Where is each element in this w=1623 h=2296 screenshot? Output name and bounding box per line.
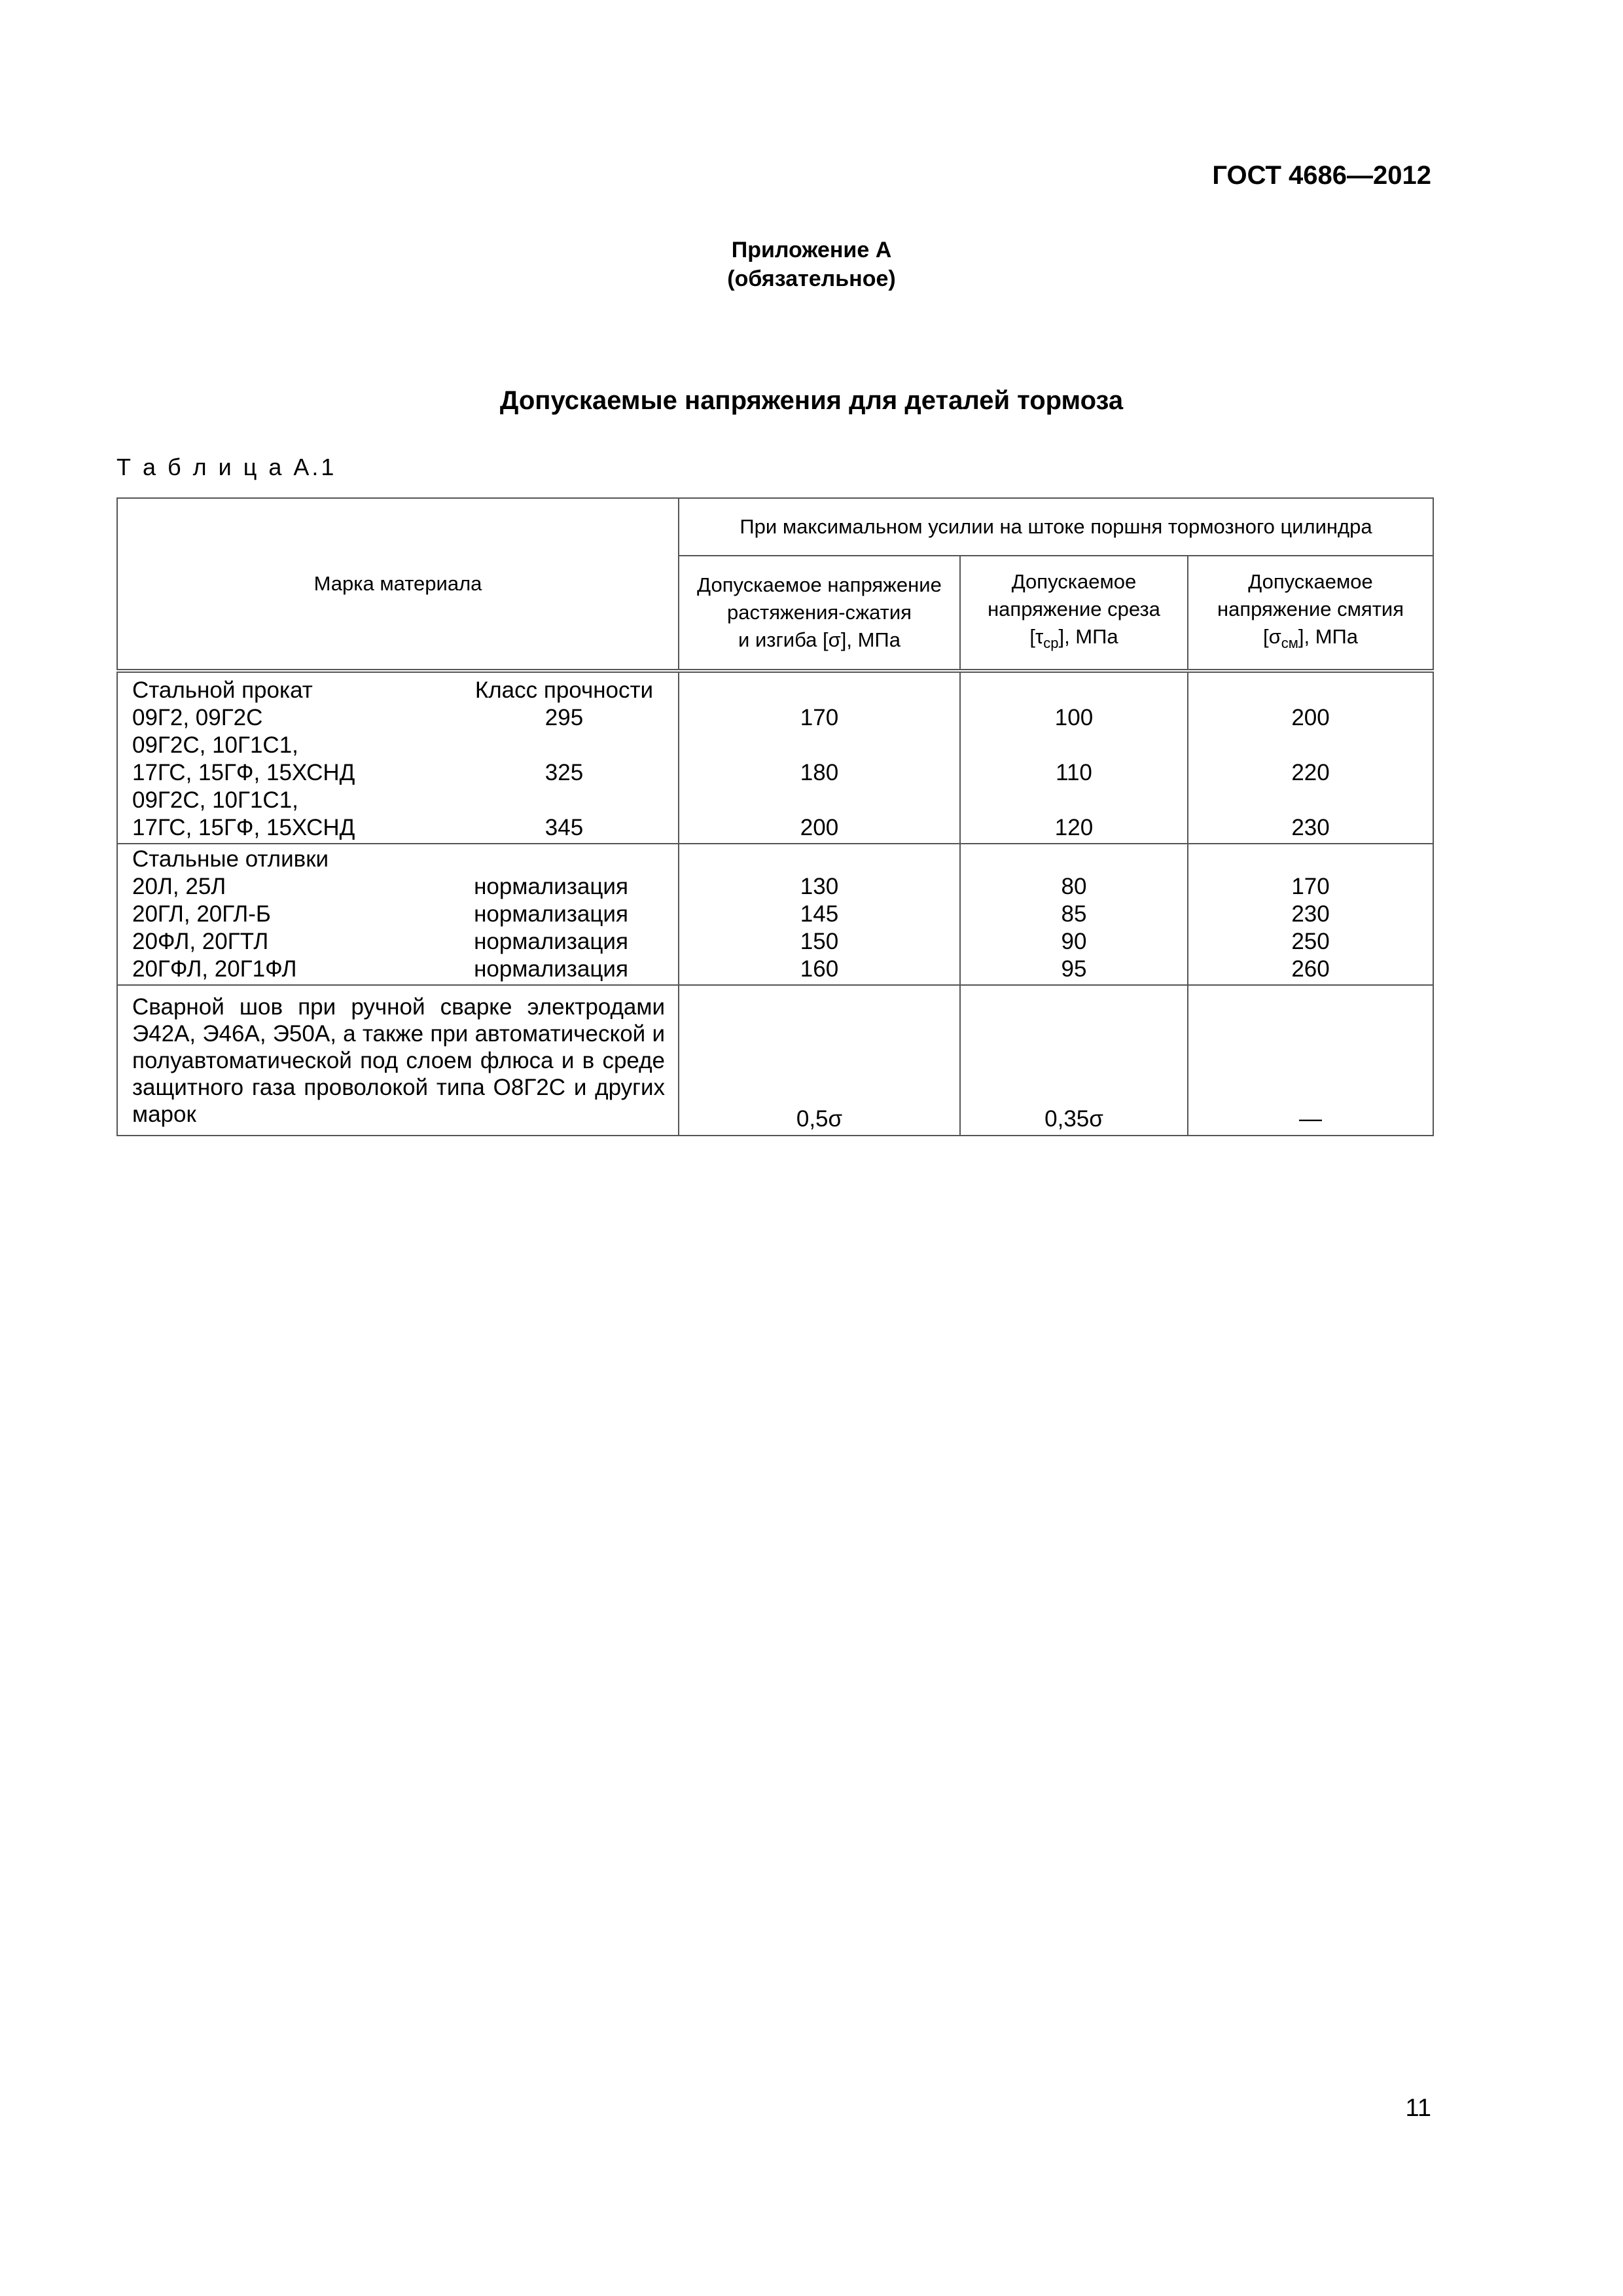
appendix-status: (обязательное) xyxy=(727,266,896,291)
header-material: Марка материала xyxy=(117,498,679,671)
cell-line: 345 xyxy=(544,815,584,840)
header-shear xyxy=(960,556,1188,671)
cast-bearing-values xyxy=(1188,844,1433,985)
weld-bearing-value: — xyxy=(1188,985,1433,1136)
cast-material-cell xyxy=(117,844,679,985)
cell-line: 230 xyxy=(1291,815,1330,840)
cell-line: нормализация xyxy=(474,929,628,954)
page-number: 11 xyxy=(1405,2094,1431,2122)
header-line: напряжение среза xyxy=(988,597,1160,620)
cell-line: 325 xyxy=(544,760,584,785)
cell-line: 170 xyxy=(800,705,839,730)
document-title: Допускаемые напряжения для деталей тормоза xyxy=(499,386,1124,415)
weld-tensile-value: 0,5σ xyxy=(679,985,960,1136)
steel-tensile-values xyxy=(679,671,960,844)
cell-line xyxy=(1188,846,1433,873)
cell-line: нормализация xyxy=(474,874,628,899)
cell-line: 160 xyxy=(800,956,839,982)
cell-line: 100 xyxy=(1054,705,1094,730)
appendix-label: Приложение А xyxy=(731,238,892,262)
cell-line: 85 xyxy=(1061,901,1087,927)
stress-table xyxy=(116,497,1434,1136)
header-line: растяжения-сжатия xyxy=(727,601,912,624)
header-line: напряжение смятия xyxy=(1217,597,1404,620)
cell-line: 20ФЛ, 20ГТЛ xyxy=(132,929,269,954)
cell-line: нормализация xyxy=(474,901,628,927)
cell-line xyxy=(961,732,1187,759)
cell-line: 80 xyxy=(1061,874,1087,899)
cell-line: 17ГС, 15ГФ, 15ХСНД xyxy=(132,815,355,840)
cell-line xyxy=(961,787,1187,814)
weld-shear-value: 0,35σ xyxy=(960,985,1188,1136)
steel-shear-values xyxy=(960,671,1188,844)
cell-line xyxy=(679,732,959,759)
header-line: Допускаемое xyxy=(1011,569,1137,593)
table-row-steel xyxy=(117,671,1433,844)
cell-line xyxy=(1188,787,1433,814)
table-row-cast xyxy=(117,844,1433,985)
cell-line: нормализация xyxy=(474,956,628,982)
treatment-lines xyxy=(427,846,675,983)
table-row-weld xyxy=(117,985,1433,1136)
cell-line xyxy=(679,846,959,873)
cell-line: 20ГЛ, 20ГЛ-Б xyxy=(132,901,271,927)
cell-line: 295 xyxy=(544,705,584,730)
header-bearing xyxy=(1188,556,1433,671)
steel-material-cell xyxy=(117,671,679,844)
cell-line: 170 xyxy=(1291,874,1330,899)
cell-line: 09Г2С, 10Г1С1, xyxy=(132,787,298,813)
cell-line: 145 xyxy=(800,901,839,927)
cell-line xyxy=(427,846,675,873)
cell-line: 200 xyxy=(800,815,839,840)
cell-line xyxy=(440,787,688,814)
strength-class-lines xyxy=(440,677,688,842)
cell-line xyxy=(679,677,959,704)
cell-line: 09Г2, 09Г2С xyxy=(132,705,263,730)
cell-line: 260 xyxy=(1291,956,1330,982)
cell-line: 20Л, 25Л xyxy=(132,874,226,899)
header-line: Допускаемое xyxy=(1248,569,1373,593)
header-group: При максимальном усилии на штоке поршня тормозного цилиндра xyxy=(679,498,1433,556)
cell-line: 250 xyxy=(1291,929,1330,954)
cell-line xyxy=(1188,732,1433,759)
cast-tensile-values xyxy=(679,844,960,985)
cell-line: 200 xyxy=(1291,705,1330,730)
header-line: $[\tau_{ср}]$, МПа xyxy=(1029,624,1118,652)
cell-line: Класс прочности xyxy=(474,677,654,703)
cell-line xyxy=(961,846,1187,873)
header-line: и изгиба [σ], МПа xyxy=(738,628,901,651)
gost-number: ГОСТ 4686—2012 xyxy=(1212,161,1431,190)
cell-line: 220 xyxy=(1291,760,1330,785)
cast-shear-values xyxy=(960,844,1188,985)
cell-line: Стальной прокат xyxy=(132,677,313,703)
cell-line: 150 xyxy=(800,929,839,954)
cell-line: 120 xyxy=(1054,815,1094,840)
weld-description: Сварной шов при ручной сварке электродами Э42А, Э46А, Э50А, а также при автоматической и полуавтоматической под слоем флюса и в среде защитного газа проволокой типа О8Г2С и других марок xyxy=(117,985,679,1136)
cell-line: 90 xyxy=(1061,929,1087,954)
header-line: Допускаемое напряжение xyxy=(697,573,942,596)
cell-line: 17ГС, 15ГФ, 15ХСНД xyxy=(132,760,355,785)
appendix-heading xyxy=(0,236,1623,293)
cell-line xyxy=(440,732,688,759)
table-label: Т а б л и ц а А.1 xyxy=(116,454,337,480)
cell-line: 20ГФЛ, 20Г1ФЛ xyxy=(132,956,297,982)
cell-line xyxy=(1188,677,1433,704)
cell-line: 230 xyxy=(1291,901,1330,927)
cell-line xyxy=(961,677,1187,704)
cell-line: 180 xyxy=(800,760,839,785)
cell-line: 110 xyxy=(1056,760,1092,785)
header-line: $[\sigma_{см}]$, МПа xyxy=(1262,624,1359,652)
cell-line xyxy=(679,787,959,814)
cell-line: Стальные отливки xyxy=(132,846,329,872)
header-tensile xyxy=(679,556,960,671)
cell-line: 95 xyxy=(1061,956,1087,982)
cell-line: 130 xyxy=(800,874,839,899)
cell-line: 09Г2С, 10Г1С1, xyxy=(132,732,298,758)
steel-bearing-values xyxy=(1188,671,1433,844)
